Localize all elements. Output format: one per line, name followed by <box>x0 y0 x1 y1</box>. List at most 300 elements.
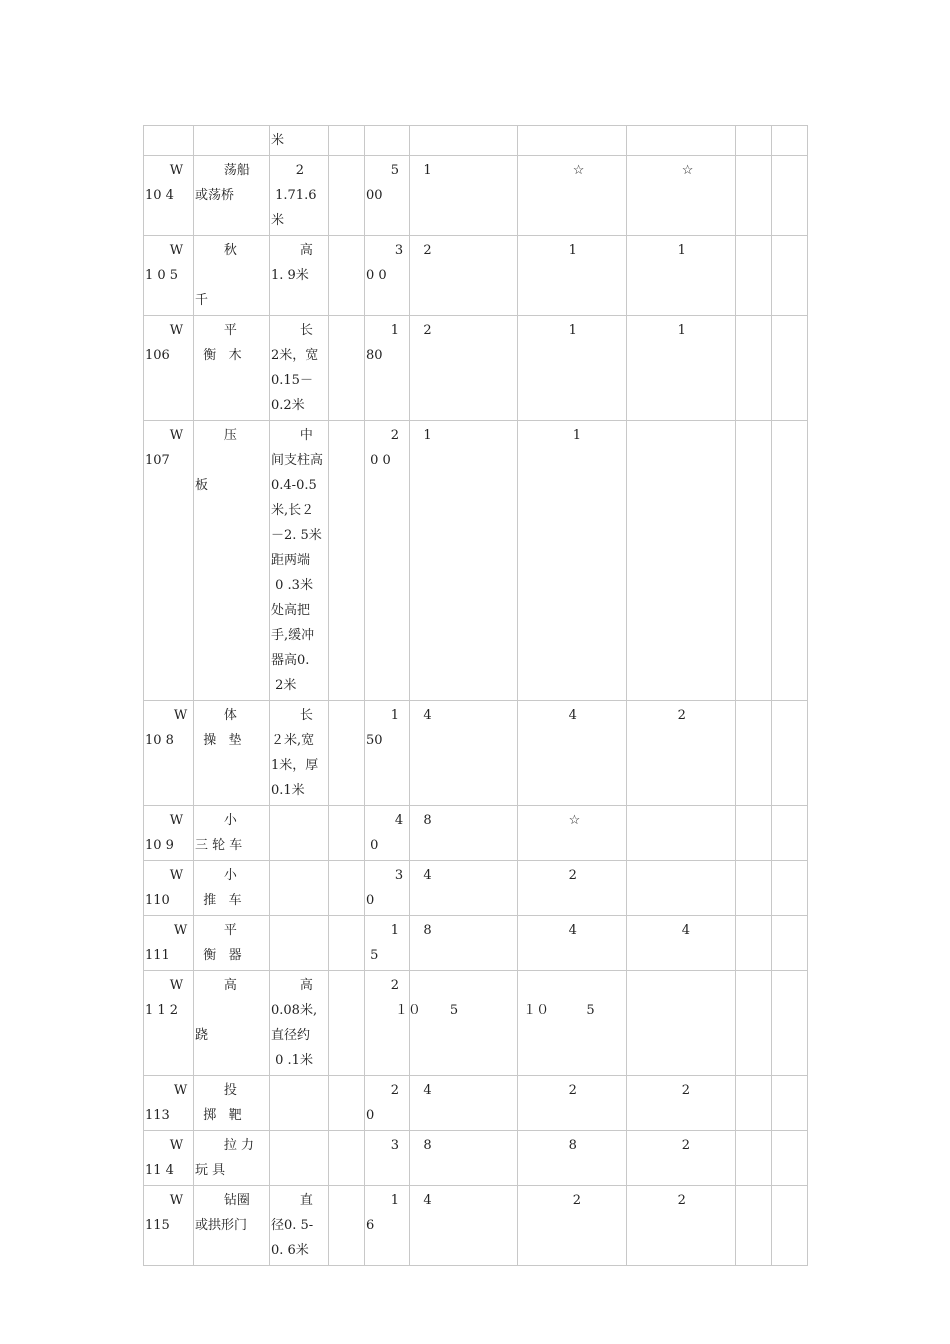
cell-line <box>773 918 806 943</box>
cell-line <box>330 1078 363 1103</box>
cell-col-c <box>627 861 736 916</box>
cell-line: 1. 9米 <box>271 268 309 283</box>
cell-line: W <box>145 428 184 443</box>
cell-col-a <box>410 421 518 701</box>
cell-line: 10 8 <box>145 733 174 748</box>
cell-col-b <box>518 1186 627 1266</box>
cell-line: 4 <box>519 923 577 938</box>
table-row <box>144 156 808 236</box>
cell-col-qty <box>365 126 410 156</box>
cell-col-d <box>736 156 772 236</box>
cell-col-name <box>194 236 270 316</box>
cell-col-e <box>772 971 808 1076</box>
cell-line <box>330 918 363 943</box>
cell-col-name <box>194 916 270 971</box>
cell-line <box>195 263 268 288</box>
table-body <box>144 126 808 1266</box>
cell-line <box>773 1188 806 1213</box>
cell-col-code <box>144 421 194 701</box>
cell-line: 或拱形门 <box>195 1218 248 1233</box>
cell-col-c <box>627 1131 736 1186</box>
cell-line: 平 <box>195 923 237 938</box>
cell-line <box>628 423 734 448</box>
table-row <box>144 806 808 861</box>
equipment-table <box>143 125 808 1266</box>
cell-col-spec <box>270 1131 329 1186</box>
cell-line: 6 <box>366 1218 375 1233</box>
cell-col-blank <box>329 1131 365 1186</box>
cell-line: 板 <box>195 478 209 493</box>
cell-line <box>195 998 268 1023</box>
cell-col-e <box>772 916 808 971</box>
table-row <box>144 1076 808 1131</box>
cell-line: 115 <box>145 1218 170 1233</box>
cell-col-b <box>518 701 627 806</box>
cell-col-qty <box>365 1131 410 1186</box>
cell-col-b <box>518 1076 627 1131</box>
cell-line: 2 <box>366 1083 400 1098</box>
cell-line: 直 <box>271 1193 313 1208</box>
cell-line <box>737 128 770 153</box>
cell-line <box>737 973 770 998</box>
cell-line: 米 <box>271 133 285 148</box>
cell-line: 4 <box>628 923 690 938</box>
cell-line: 衡 木 <box>195 348 242 363</box>
cell-col-qty <box>365 806 410 861</box>
cell-line: W <box>145 868 184 883</box>
cell-line <box>330 973 363 998</box>
cell-line <box>145 498 192 523</box>
cell-line <box>330 238 363 263</box>
cell-line: 4 <box>411 1193 432 1208</box>
cell-line: 体 <box>195 708 237 723</box>
cell-line: 跷 <box>195 1028 209 1043</box>
cell-col-blank <box>329 701 365 806</box>
cell-line: W <box>145 323 184 338</box>
cell-col-spec <box>270 126 329 156</box>
cell-line <box>737 918 770 943</box>
cell-line: 千 <box>195 293 209 308</box>
cell-col-name <box>194 126 270 156</box>
cell-line: W <box>145 1138 184 1153</box>
cell-line: W <box>145 923 188 938</box>
cell-col-c <box>627 156 736 236</box>
cell-line: 2 <box>271 163 305 178</box>
cell-col-name <box>194 861 270 916</box>
cell-col-qty <box>365 316 410 421</box>
cell-line <box>519 973 625 998</box>
cell-col-blank <box>329 1186 365 1266</box>
cell-line: W <box>145 978 184 993</box>
cell-col-qty <box>365 971 459 1076</box>
cell-col-e <box>772 1076 808 1131</box>
cell-col-name <box>194 156 270 236</box>
cell-line: 8 <box>411 813 432 828</box>
cell-line: １０ 5 <box>519 1003 595 1018</box>
cell-col-spec <box>270 1076 329 1131</box>
cell-col-code <box>144 916 194 971</box>
cell-col-a <box>410 861 518 916</box>
table-row <box>144 126 808 156</box>
cell-col-code <box>144 701 194 806</box>
cell-col-d <box>736 1186 772 1266</box>
cell-line: 0.1米 <box>271 783 305 798</box>
cell-line <box>773 1078 806 1103</box>
cell-line <box>737 318 770 343</box>
cell-col-a <box>410 126 518 156</box>
cell-line: 0.15－ <box>271 373 313 388</box>
cell-col-b <box>518 421 627 701</box>
table-row <box>144 1131 808 1186</box>
cell-col-code <box>144 1076 194 1131</box>
cell-line: 8 <box>411 1138 432 1153</box>
cell-line <box>519 128 625 153</box>
cell-line: 投 <box>195 1083 237 1098</box>
cell-col-b <box>518 1131 627 1186</box>
cell-line <box>195 448 268 473</box>
cell-col-a <box>410 1186 518 1266</box>
cell-line <box>330 158 363 183</box>
cell-line: 掷 靶 <box>195 1108 242 1123</box>
cell-col-name <box>194 806 270 861</box>
cell-col-b <box>518 971 627 1076</box>
cell-line <box>773 158 806 183</box>
cell-col-e <box>772 236 808 316</box>
cell-line <box>773 128 806 153</box>
cell-col-blank <box>329 1076 365 1131</box>
cell-col-spec <box>270 701 329 806</box>
cell-line <box>330 703 363 728</box>
cell-line <box>411 973 516 998</box>
cell-col-blank <box>329 916 365 971</box>
cell-line: 113 <box>145 1108 170 1123</box>
cell-line: 长 <box>271 708 313 723</box>
cell-col-c <box>627 701 736 806</box>
cell-col-spec <box>270 971 329 1076</box>
cell-line: 衡 器 <box>195 948 242 963</box>
table-row <box>144 316 808 421</box>
cell-line: 2米 <box>271 678 297 693</box>
cell-line <box>773 703 806 728</box>
cell-line: 2 <box>519 868 577 883</box>
cell-line: 2 <box>366 978 400 993</box>
cell-line: 器高0. <box>271 653 310 668</box>
cell-line: 1.71.6 <box>271 188 317 203</box>
cell-line: 5 <box>366 163 400 178</box>
cell-line: 0.08米, <box>271 1003 318 1018</box>
cell-line: 径0. 5- <box>271 1218 314 1233</box>
cell-line: 小 <box>195 868 237 883</box>
cell-line: 3 <box>366 868 404 883</box>
cell-line <box>773 1133 806 1158</box>
cell-line: 0 <box>366 1108 375 1123</box>
cell-col-code <box>144 316 194 421</box>
cell-line: 1 <box>519 428 581 443</box>
cell-col-b <box>518 126 627 156</box>
cell-col-name <box>194 421 270 701</box>
cell-col-spec <box>270 861 329 916</box>
cell-col-d <box>736 806 772 861</box>
cell-line <box>773 423 806 448</box>
cell-line: W <box>145 1193 184 1208</box>
document-page <box>143 125 808 1266</box>
cell-line: 0 <box>366 893 375 908</box>
cell-col-code <box>144 126 194 156</box>
cell-line <box>195 128 268 153</box>
cell-line: 4 <box>519 708 577 723</box>
cell-line: ☆ <box>628 163 694 178</box>
cell-line <box>737 238 770 263</box>
cell-col-qty <box>365 1186 410 1266</box>
cell-col-code <box>144 1186 194 1266</box>
cell-line <box>271 918 327 943</box>
cell-line: 11 4 <box>145 1163 174 1178</box>
cell-col-e <box>772 316 808 421</box>
cell-line: 间支柱高 <box>271 453 324 468</box>
cell-line: 110 <box>145 893 170 908</box>
cell-col-c <box>627 806 736 861</box>
cell-col-e <box>772 861 808 916</box>
cell-col-qty <box>365 861 410 916</box>
cell-line: １０ 5 <box>366 1003 459 1018</box>
cell-col-code <box>144 236 194 316</box>
cell-col-blank <box>329 126 365 156</box>
cell-line: 4 <box>411 1083 432 1098</box>
cell-line: ☆ <box>519 813 581 828</box>
cell-line <box>366 128 408 153</box>
cell-line <box>330 863 363 888</box>
cell-col-d <box>736 126 772 156</box>
cell-col-e <box>772 1186 808 1266</box>
cell-line: 0. 6米 <box>271 1243 309 1258</box>
cell-line: 107 <box>145 453 170 468</box>
cell-col-name <box>194 701 270 806</box>
table-row <box>144 971 808 1076</box>
cell-line <box>330 423 363 448</box>
cell-col-d <box>736 916 772 971</box>
cell-line: 2 <box>628 1193 686 1208</box>
cell-line: 压 <box>195 428 237 443</box>
cell-col-e <box>772 701 808 806</box>
cell-line: 00 <box>366 188 383 203</box>
cell-col-e <box>772 421 808 701</box>
cell-col-b <box>518 236 627 316</box>
cell-line <box>628 808 734 833</box>
cell-col-d <box>736 701 772 806</box>
cell-col-name <box>194 1186 270 1266</box>
cell-line: ２米,宽 <box>271 733 315 748</box>
cell-line <box>145 473 192 498</box>
cell-line: 0 0 <box>366 268 387 283</box>
cell-col-name <box>194 1131 270 1186</box>
cell-line <box>737 158 770 183</box>
cell-line: 推 车 <box>195 893 242 908</box>
cell-line: 米 <box>271 213 285 228</box>
cell-line: W <box>145 708 188 723</box>
cell-line: 1 <box>366 708 400 723</box>
cell-line <box>330 1188 363 1213</box>
cell-col-a <box>410 971 518 1076</box>
cell-col-d <box>736 316 772 421</box>
cell-line: 2 <box>366 428 400 443</box>
cell-line <box>271 863 327 888</box>
cell-col-a <box>410 1076 518 1131</box>
cell-line: 10 4 <box>145 188 174 203</box>
cell-line: －2. 5米 <box>271 528 322 543</box>
table-row <box>144 701 808 806</box>
cell-line: 或荡桥 <box>195 188 235 203</box>
cell-col-qty <box>365 1076 410 1131</box>
cell-col-code <box>144 1131 194 1186</box>
cell-line: 8 <box>411 923 432 938</box>
cell-col-qty <box>365 701 410 806</box>
cell-col-c <box>627 236 736 316</box>
cell-col-blank <box>329 316 365 421</box>
cell-line: 1 <box>366 923 400 938</box>
cell-line: 106 <box>145 348 170 363</box>
cell-line: 2 <box>519 1193 581 1208</box>
cell-col-qty <box>365 236 410 316</box>
cell-line: 0 <box>366 838 379 853</box>
cell-line: 2 <box>628 1138 690 1153</box>
cell-line <box>330 808 363 833</box>
cell-line: 三 轮 车 <box>195 838 243 853</box>
cell-line: 80 <box>366 348 383 363</box>
cell-line: 高 <box>271 243 313 258</box>
cell-line <box>628 973 734 998</box>
cell-line: 1 <box>519 243 577 258</box>
cell-line <box>145 1023 192 1048</box>
cell-line: 0 .3米 <box>271 578 313 593</box>
cell-col-d <box>736 1076 772 1131</box>
table-row <box>144 421 808 701</box>
cell-line: 长 <box>271 323 313 338</box>
cell-line: 1 1 2 <box>145 1003 179 1018</box>
cell-line: 5 <box>366 948 379 963</box>
cell-col-a <box>410 806 518 861</box>
cell-line: 0.2米 <box>271 398 305 413</box>
cell-col-e <box>772 156 808 236</box>
cell-line <box>145 128 192 153</box>
cell-line <box>737 1188 770 1213</box>
cell-line: 50 <box>366 733 383 748</box>
cell-line <box>628 128 734 153</box>
cell-line <box>773 238 806 263</box>
cell-line <box>737 863 770 888</box>
cell-col-c <box>627 316 736 421</box>
cell-col-b <box>518 806 627 861</box>
cell-line: 10 9 <box>145 838 174 853</box>
cell-col-code <box>144 806 194 861</box>
cell-line: 2 <box>519 1083 577 1098</box>
cell-line: 2 <box>628 708 686 723</box>
cell-line: 1 <box>519 323 577 338</box>
cell-col-a <box>410 316 518 421</box>
cell-line <box>271 1078 327 1103</box>
cell-line <box>330 1133 363 1158</box>
cell-line: 8 <box>519 1138 577 1153</box>
cell-col-spec <box>270 316 329 421</box>
cell-col-d <box>736 236 772 316</box>
cell-line: 2 <box>411 243 432 258</box>
cell-line: 1 <box>411 163 432 178</box>
cell-col-blank <box>329 971 365 1076</box>
cell-col-name <box>194 316 270 421</box>
cell-col-b <box>518 316 627 421</box>
cell-line <box>411 128 516 153</box>
cell-line: 1 <box>366 323 400 338</box>
cell-col-spec <box>270 421 329 701</box>
table-row <box>144 236 808 316</box>
cell-line: 0 0 <box>366 453 391 468</box>
cell-line: 处高把 <box>271 603 311 618</box>
cell-col-name <box>194 971 270 1076</box>
cell-line: 2米，宽 <box>271 348 319 363</box>
cell-col-b <box>518 916 627 971</box>
cell-col-d <box>736 1131 772 1186</box>
cell-line <box>737 703 770 728</box>
cell-line: 小 <box>195 813 237 828</box>
cell-line: 111 <box>145 948 170 963</box>
cell-col-a <box>410 916 518 971</box>
cell-line: 1 <box>628 243 686 258</box>
cell-line: W <box>145 1083 188 1098</box>
cell-line: 高 <box>271 978 313 993</box>
cell-line: 1米，厚 <box>271 758 319 773</box>
cell-line: 1 <box>366 1193 400 1208</box>
cell-line: 1 0 5 <box>145 268 179 283</box>
cell-col-c <box>627 916 736 971</box>
cell-col-spec <box>270 916 329 971</box>
cell-line <box>773 973 806 998</box>
cell-line <box>330 128 363 153</box>
cell-line: W <box>145 163 184 178</box>
cell-col-spec <box>270 156 329 236</box>
cell-col-c <box>627 1186 736 1266</box>
cell-col-d <box>736 971 772 1076</box>
cell-col-a <box>410 701 518 806</box>
cell-col-a <box>410 1131 518 1186</box>
cell-col-qty <box>365 421 410 701</box>
cell-col-name <box>194 1076 270 1131</box>
cell-line <box>737 808 770 833</box>
cell-line <box>737 1133 770 1158</box>
cell-col-code <box>144 971 194 1076</box>
cell-line <box>773 863 806 888</box>
cell-line <box>737 1078 770 1103</box>
cell-line: 钻圈 <box>195 1193 250 1208</box>
cell-col-blank <box>329 236 365 316</box>
cell-line: 距两端 <box>271 553 311 568</box>
cell-line <box>271 1133 327 1158</box>
cell-col-d <box>736 421 772 701</box>
cell-line: 拉 力 <box>195 1138 255 1153</box>
cell-col-spec <box>270 236 329 316</box>
cell-col-a <box>410 236 518 316</box>
cell-line <box>737 423 770 448</box>
cell-col-e <box>772 1131 808 1186</box>
cell-line: 4 <box>366 813 404 828</box>
cell-line <box>628 863 734 888</box>
cell-line: 高 <box>195 978 237 993</box>
cell-col-spec <box>270 1186 329 1266</box>
cell-line: 3 <box>366 243 404 258</box>
cell-col-blank <box>329 806 365 861</box>
table-row <box>144 861 808 916</box>
cell-line: 0 .1米 <box>271 1053 313 1068</box>
cell-line <box>366 1158 408 1183</box>
cell-line: 1 <box>411 428 432 443</box>
